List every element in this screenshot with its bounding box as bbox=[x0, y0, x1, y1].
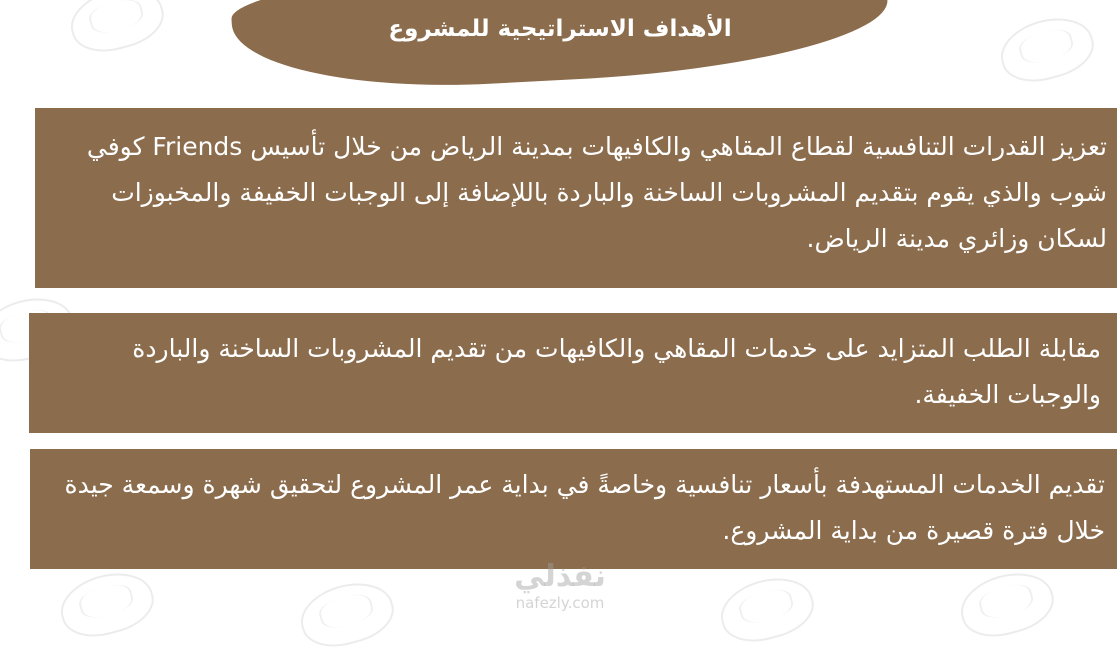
title-banner bbox=[229, 0, 890, 97]
watermark-arabic: نفذلي bbox=[514, 559, 606, 594]
pastry-doodle bbox=[64, 0, 170, 60]
pastry-doodle bbox=[714, 569, 820, 650]
goal-text: تعزيز القدرات التنافسية لقطاع المقاهي والكافيهات بمدينة الرياض من خلال تأسيس Friends كوفي شوب والذي يقوم بتقديم المشروبات الساخنة والباردة باللإضافة إلى الوجبات الخفيفة والمخبوزات لسكان وزائري مدينة الرياض. bbox=[86, 132, 1107, 253]
goal-box-2 bbox=[29, 313, 1117, 433]
page-title: الأهداف الاستراتيجية للمشروع bbox=[388, 16, 732, 42]
goal-text: مقابلة الطلب المتزايد على خدمات المقاهي والكافيهات من تقديم المشروبات الساخنة والباردة والوجبات الخفيفة. bbox=[132, 334, 1101, 409]
pastry-doodle bbox=[294, 574, 400, 655]
pastry-doodle bbox=[994, 9, 1100, 90]
pastry-doodle bbox=[954, 564, 1060, 645]
watermark-latin: nafezly.com bbox=[515, 594, 605, 612]
pastry-doodle bbox=[54, 564, 160, 645]
goal-text: تقديم الخدمات المستهدفة بأسعار تنافسية وخاصةً في بداية عمر المشروع لتحقيق شهرة وسمعة جيدة خلال فترة قصيرة من بداية المشروع. bbox=[64, 470, 1105, 545]
goal-box-1 bbox=[35, 108, 1117, 288]
goal-box-3 bbox=[30, 449, 1117, 569]
watermark bbox=[480, 560, 640, 612]
